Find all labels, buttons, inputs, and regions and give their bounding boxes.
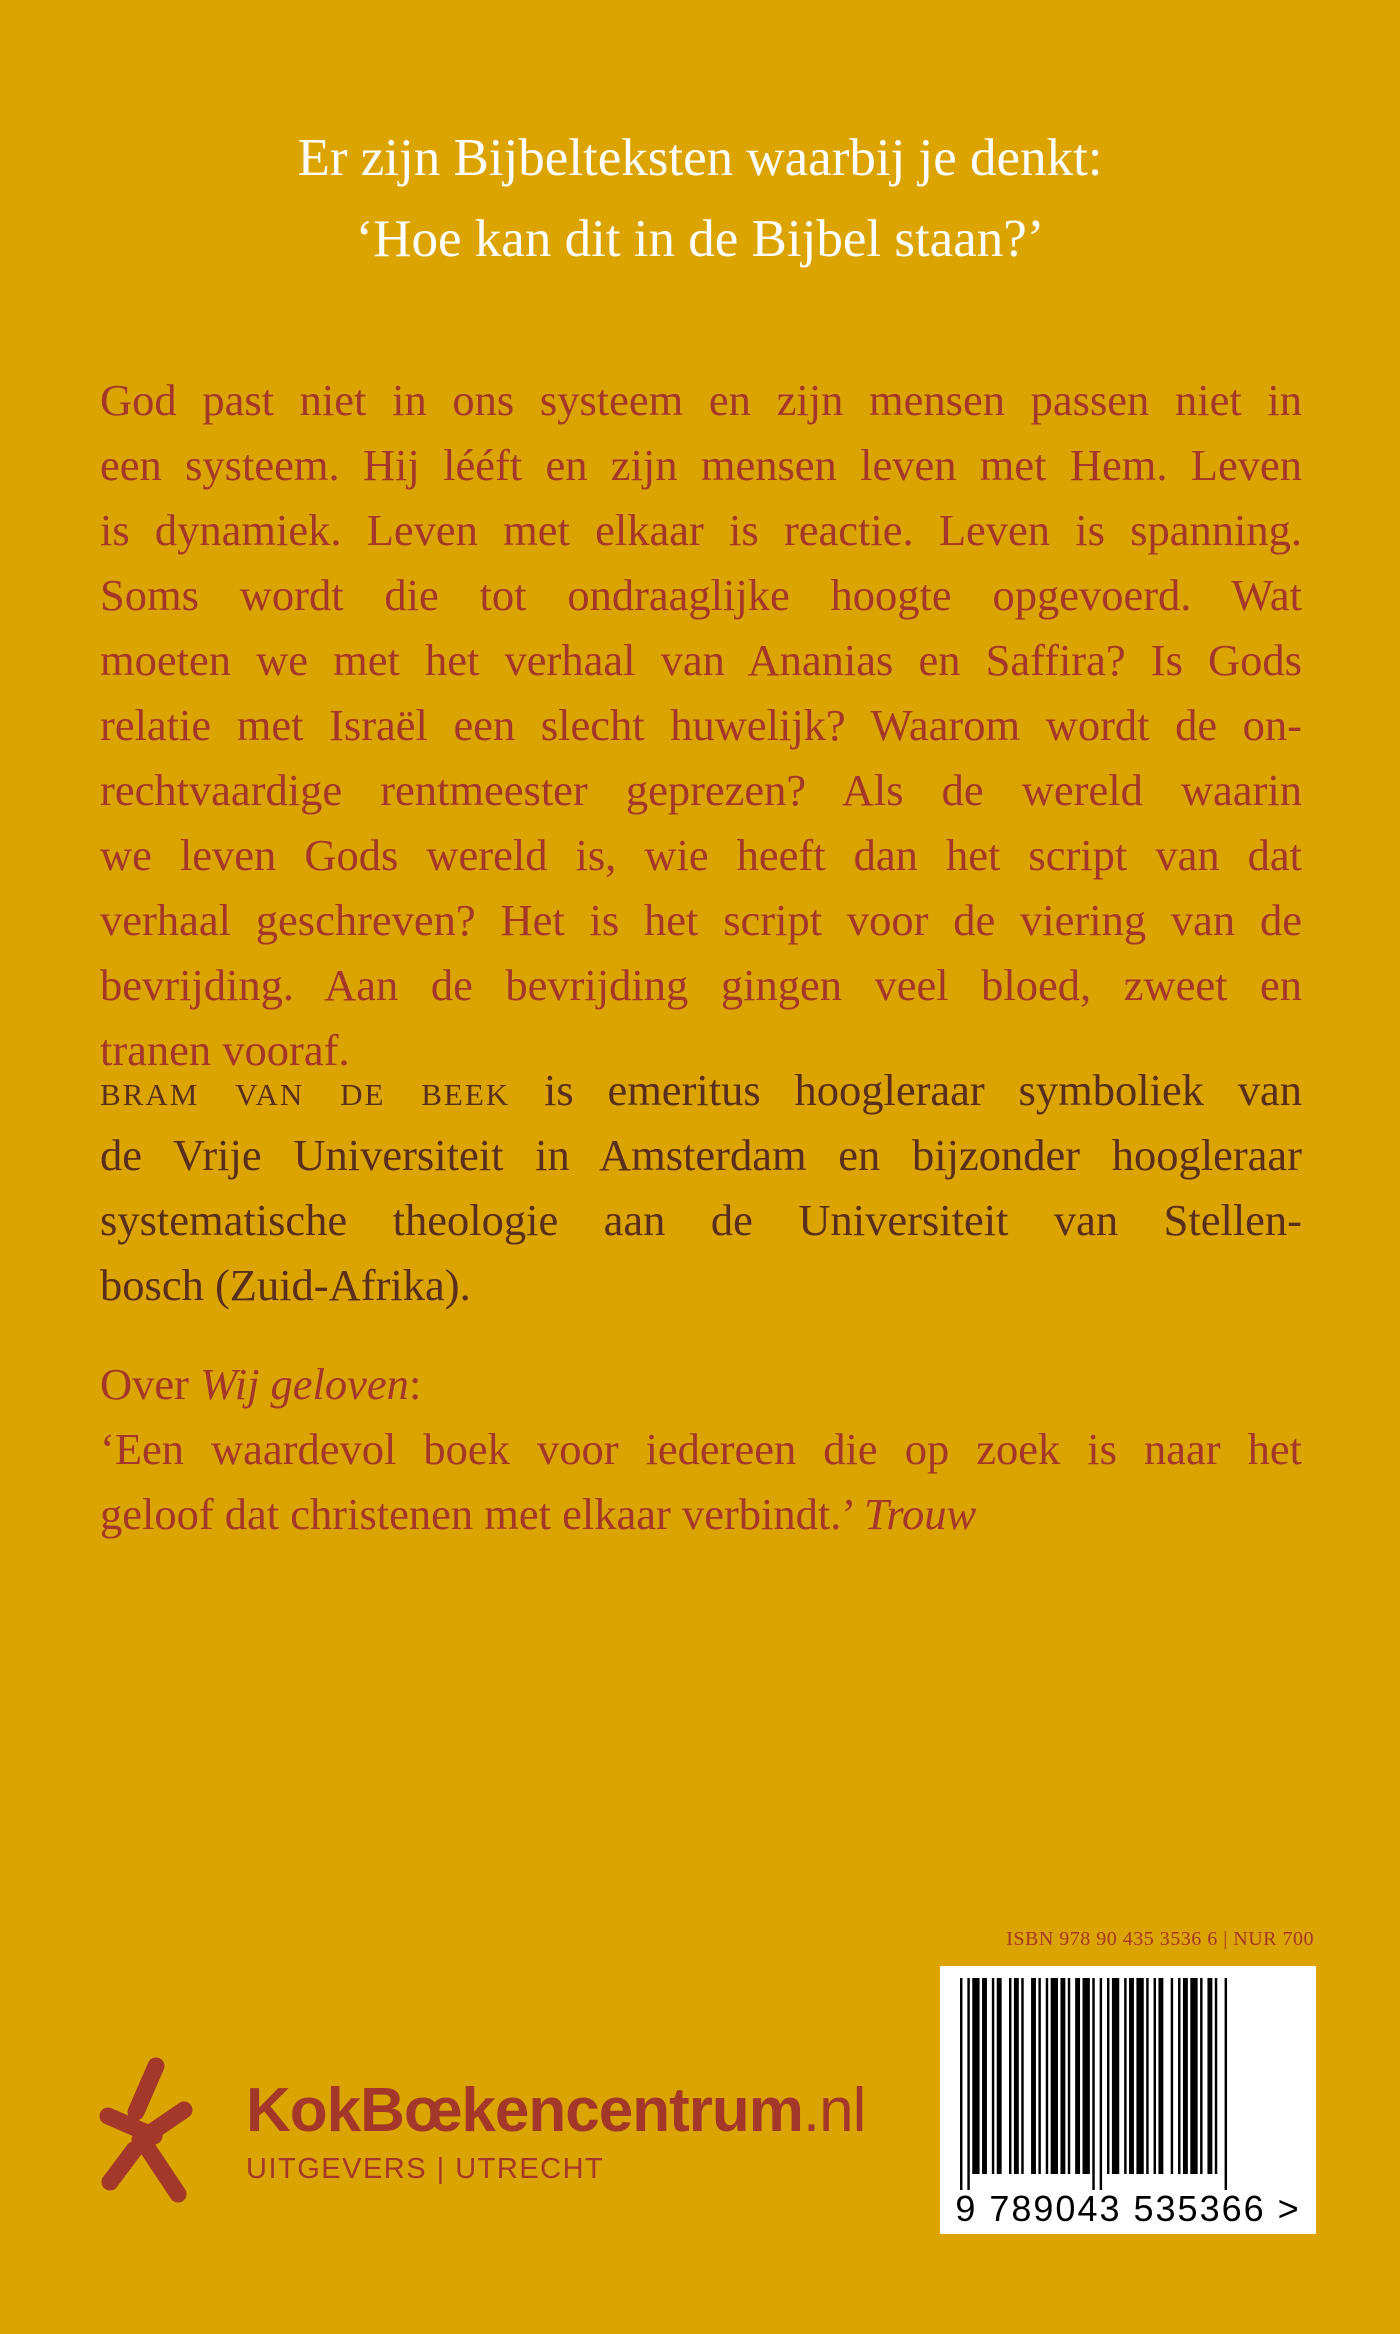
barcode-bar (960, 1978, 962, 2190)
publisher-imprint: UITGEVERS | UTRECHT (246, 2153, 605, 2185)
blurb-last-line: tranen vooraf. (100, 1025, 350, 1075)
barcode-bar (1060, 1978, 1065, 2174)
barcode-bar (1009, 1978, 1011, 2174)
isbn-nur: ISBN 978 90 435 3536 6 | NUR 700 (1006, 1928, 1314, 1950)
author-name: bram van de beek (100, 1065, 511, 1115)
blurb-line: rechtvaardige rentmeester geprezen? Als de wereld waarin (100, 765, 1302, 815)
barcode-bar (1124, 1978, 1126, 2174)
bio-line: systematische theologie aan de Universiteit van Stellen- (100, 1195, 1302, 1245)
barcode-bar (1014, 1978, 1019, 2174)
barcode-bar (1136, 1978, 1143, 2174)
barcode-bar (1190, 1978, 1197, 2174)
blurb-line: we leven Gods wereld is, wie heeft dan het script van dat (100, 830, 1302, 880)
barcode-bar (972, 1978, 979, 2174)
publisher-logo-icon (96, 2054, 198, 2214)
barcode-bar (1112, 1978, 1119, 2174)
blurb-line: relatie met Israël een slecht huwelijk? Waarom wordt de on- (100, 700, 1302, 750)
publisher-name (246, 2075, 865, 2146)
barcode-bar (1100, 1978, 1102, 2190)
publisher-name-main: KokBœkencentrum (246, 2076, 803, 2145)
headline-line-1: Er zijn Bijbelteksten waarbij je denkt: (297, 129, 1103, 187)
barcode-bar (1207, 1978, 1212, 2174)
bio-line: de Vrije Universiteit in Amsterdam en bijzonder hoogleraar (100, 1130, 1302, 1180)
headline-line-2: ‘Hoe kan dit in de Bijbel staan?’ (355, 210, 1045, 268)
blurb-line: bevrijding. Aan de bevrijding gingen veel bloed, zweet en (100, 960, 1302, 1010)
quote-prefix: Over (100, 1359, 201, 1409)
bio-line-1-rest: is emeritus hoogleraar symboliek van (510, 1065, 1303, 1115)
blurb-line: God past niet in ons systeem en zijn mensen passen niet in (100, 375, 1302, 425)
barcode-bar (1051, 1978, 1058, 2174)
bio-line (100, 1058, 1302, 1123)
quote-line: ‘Een waardevol boek voor iedereen die op zoek is naar het (100, 1424, 1302, 1474)
quote-line (100, 1482, 1302, 1547)
barcode (940, 1966, 1316, 2234)
barcode-bars (954, 1978, 1302, 2190)
quote-intro (100, 1352, 1302, 1417)
barcode-bar (1038, 1978, 1040, 2174)
barcode-bar (1225, 1978, 1227, 2190)
quote-suffix: : (408, 1359, 422, 1409)
quote-line-2: geloof dat christenen met elkaar verbindt.’ (100, 1489, 865, 1539)
barcode-bar (982, 1978, 987, 2174)
headline (0, 118, 1400, 280)
barcode-bar (1068, 1978, 1070, 2174)
barcode-bar (1129, 1978, 1134, 2174)
blurb-line: Soms wordt die tot ondraaglijke hoogte opgevoerd. Wat (100, 570, 1302, 620)
barcode-bar (1021, 1978, 1023, 2174)
barcode-bar (1083, 1978, 1090, 2174)
bio-last-line: bosch (Zuid-Afrika). (100, 1260, 471, 1310)
barcode-bar (1107, 1978, 1109, 2174)
barcode-bar (1154, 1978, 1156, 2174)
barcode-bar (1075, 1978, 1080, 2174)
publisher-name-tld: .nl (802, 2076, 866, 2145)
barcode-bar (1200, 1978, 1202, 2174)
barcode-bar (1171, 1978, 1173, 2174)
quote-book-title: Wij geloven (200, 1359, 409, 1409)
barcode-bar (997, 1978, 1002, 2174)
barcode-bar (1215, 1978, 1217, 2174)
barcode-bar (992, 1978, 994, 2174)
author-bio (100, 1058, 1302, 1318)
barcode-digits: 9 789043 535366 > (955, 2188, 1301, 2229)
barcode-bar (1146, 1978, 1148, 2174)
blurb-line: verhaal geschreven? Het is het script voor de viering van de (100, 895, 1302, 945)
barcode-bar (1046, 1978, 1048, 2174)
barcode-bar (1092, 1978, 1094, 2190)
barcode-bar (1031, 1978, 1036, 2174)
review-quote (100, 1352, 1302, 1547)
barcode-bar (1158, 1978, 1163, 2174)
blurb-paragraph (100, 368, 1302, 1083)
blurb-line: moeten we met het verhaal van Ananias en Saffira? Is Gods (100, 635, 1302, 685)
barcode-bar (1178, 1978, 1180, 2174)
barcode-bar (967, 1978, 969, 2190)
quote-source: Trouw (864, 1489, 977, 1539)
blurb-line: is dynamiek. Leven met elkaar is reactie. Leven is spanning. (100, 505, 1302, 555)
barcode-bar (1183, 1978, 1188, 2174)
blurb-line: een systeem. Hij lééft en zijn mensen leven met Hem. Leven (100, 440, 1302, 490)
